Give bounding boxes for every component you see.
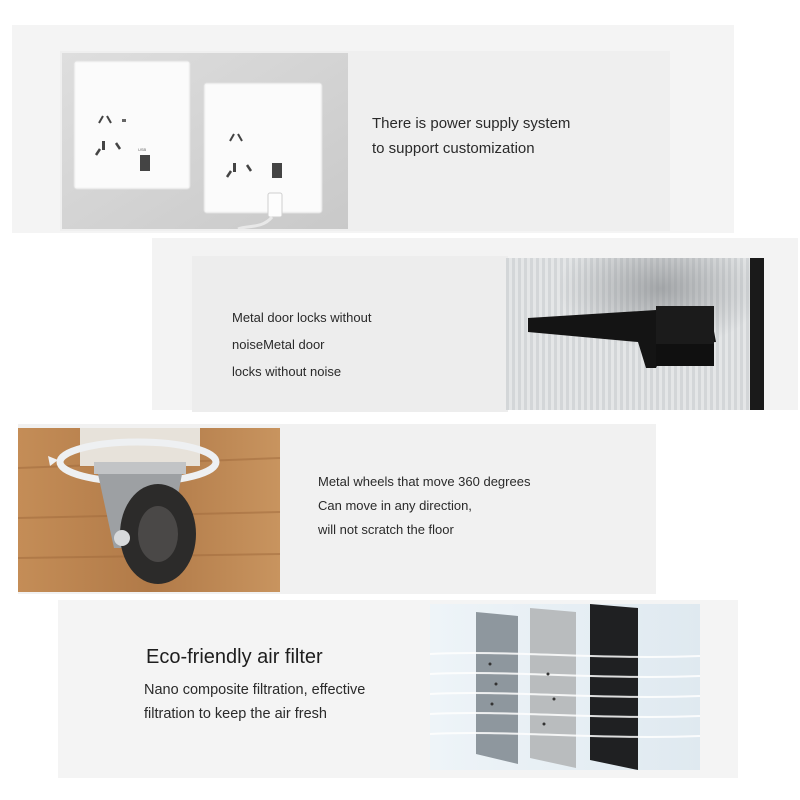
air-filter-title: Eco-friendly air filter [146,646,323,668]
wheels-panel [18,424,656,594]
air-filter-line-1: Nano composite filtration, effective [144,682,366,698]
wheels-line-1: Metal wheels that move 360 degrees [318,474,531,489]
door-lock-text [232,304,371,385]
wheels-line-2: Can move in any direction, [318,498,472,513]
door-lock-line-1: Metal door locks without [232,310,372,325]
svg-text:USB: USB [138,147,147,152]
door-lock-line-2: noiseMetal door [232,337,325,352]
black-door-handle-photo [506,258,764,410]
air-filter-panel [58,600,738,778]
door-lock-line-3: locks without noise [232,364,342,379]
power-supply-line-1: There is power supply system [372,115,571,132]
power-supply-text [372,111,570,161]
power-supply-panel [12,25,734,233]
air-filter-text [144,678,365,726]
wall-sockets-photo [62,53,348,229]
air-filter-line-2: filtration to keep the air fresh [144,706,327,722]
power-supply-line-2: to support customization [372,140,535,157]
caster-wheel-photo [18,428,280,592]
wheels-line-3: will not scratch the floor [318,522,454,537]
air-filter-layers-photo [430,604,700,770]
door-lock-panel [152,238,798,410]
wheels-text [318,470,530,542]
